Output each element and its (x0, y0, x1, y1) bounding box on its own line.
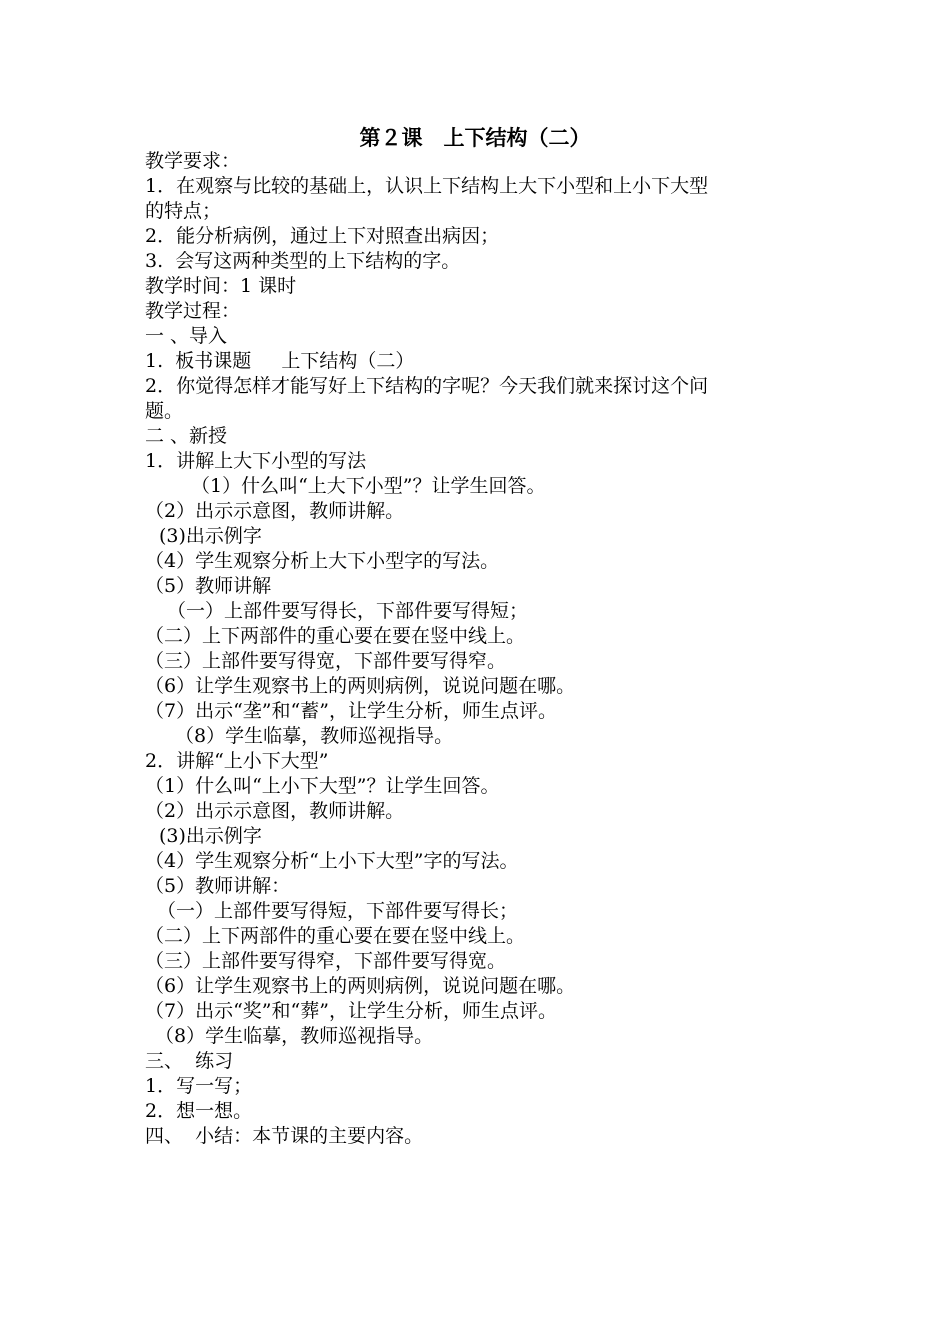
text-line: （2）出示示意图，教师讲解。 (145, 500, 405, 522)
text-line: （6）让学生观察书上的两则病例，说说问题在哪。 (145, 975, 576, 997)
text-line: (3)出示例字 (159, 825, 262, 847)
text-line: 2．你觉得怎样才能写好上下结构的字呢？今天我们就来探讨这个问 (145, 375, 709, 397)
text-line: （2）出示示意图，教师讲解。 (145, 800, 405, 822)
text-line: （1）什么叫“上小下大型”？让学生回答。 (145, 775, 500, 797)
text-line: 题。 (145, 400, 184, 422)
text-line: （1）什么叫“上大下小型”？让学生回答。 (191, 475, 546, 497)
text-line: （8）学生临摹，教师巡视指导。 (175, 725, 454, 747)
text-line: （5）教师讲解 (145, 575, 272, 597)
text-line: 一 、导入 (145, 325, 228, 347)
text-line: （4）学生观察分析“上小下大型”字的写法。 (145, 850, 519, 872)
lesson-body (145, 149, 825, 1149)
text-line: 2．讲解“上小下大型” (145, 750, 329, 772)
text-line: 1. 板书课题 上下结构（二） (145, 350, 415, 372)
text-line: （一）上部件要写得长，下部件要写得短； (167, 600, 529, 622)
text-line: （三）上部件要写得窄，下部件要写得宽。 (145, 950, 507, 972)
text-line: （三）上部件要写得宽，下部件要写得窄。 (145, 650, 507, 672)
text-line: 教学要求： (145, 150, 241, 172)
text-line: （二）上下两部件的重心要在要在竖中线上。 (145, 925, 526, 947)
text-line: 1．讲解上大下小型的写法 (145, 450, 367, 472)
text-line: 二 、新授 (145, 425, 228, 447)
text-line: 的特点； (145, 200, 222, 222)
text-line: （7）出示“奖”和“葬”，让学生分析，师生点评。 (145, 1000, 557, 1022)
text-line: 1．在观察与比较的基础上，认识上下结构上大下小型和上小下大型 (145, 175, 709, 197)
text-line: 2．能分析病例，通过上下对照查出病因； (145, 225, 500, 247)
text-line: （8）学生临摹，教师巡视指导。 (155, 1025, 434, 1047)
text-line: 教学时间：1 课时 (145, 275, 297, 297)
text-line: 三、 练习 (145, 1050, 234, 1072)
text-line: （7）出示“垄”和“蓄”，让学生分析，师生点评。 (145, 700, 557, 722)
text-line: （二）上下两部件的重心要在要在竖中线上。 (145, 625, 526, 647)
text-line: 教学过程： (145, 300, 241, 322)
text-line: 3. 会写这两种类型的上下结构的字。 (145, 250, 461, 272)
lesson-title: 第２课 上下结构（二） (359, 125, 591, 150)
text-line: 四、 小结：本节课的主要内容。 (145, 1125, 424, 1147)
text-line: (3)出示例字 (159, 525, 262, 547)
text-line: （一）上部件要写得短，下部件要写得长； (157, 900, 519, 922)
text-line: （5）教师讲解： (145, 875, 291, 897)
text-line: 2．想一想。 (145, 1100, 253, 1122)
text-line: （4）学生观察分析上大下小型字的写法。 (145, 550, 500, 572)
text-line: 1．写一写； (145, 1075, 253, 1097)
text-line: （6）让学生观察书上的两则病例，说说问题在哪。 (145, 675, 576, 697)
